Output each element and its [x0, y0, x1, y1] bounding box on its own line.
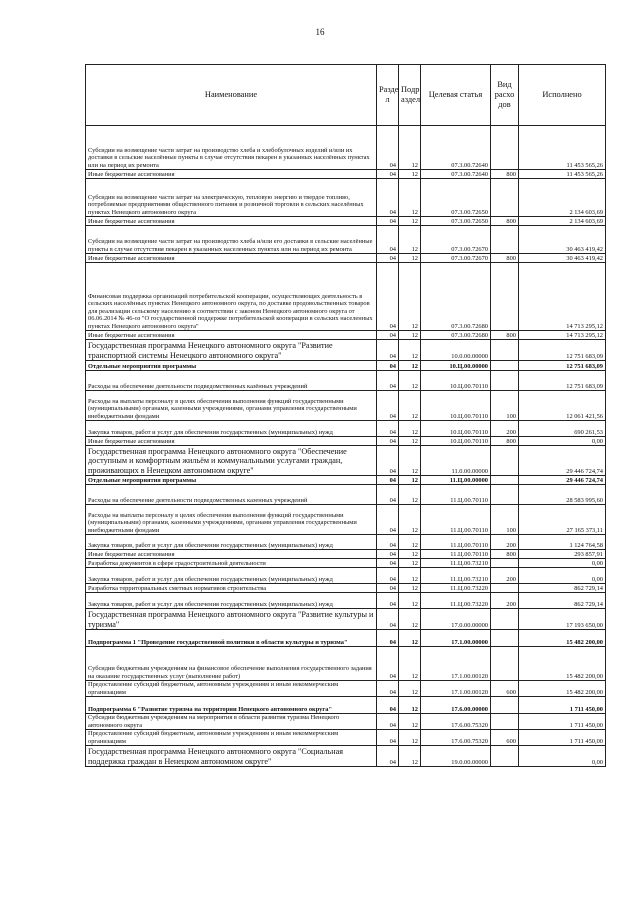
- row-amount: 862 729,14: [519, 593, 606, 609]
- row-amount: 30 463 419,42: [519, 254, 606, 263]
- row-section: 04: [377, 647, 399, 681]
- row-name: Финансовая поддержка организаций потребительской кооперации, осуществляющих деятельность в сельских населённых пунктах Ненецкого автономного округа, по доставке продовольственных товаров для реализации сельскому населению в соответствии с законом Ненецкого автономного округа от 06.06.2014 № 46-оз "О государственной поддержке потребительской кооперации в сельских населенных пунктах Ненецкого автономного округа": [86, 263, 377, 331]
- row-subsection: 12: [399, 584, 421, 593]
- row-name: Субсидии на возмещение части затрат на электрическую, тепловую энергию и твердое топливо, потребляемые предприятиями общественного питания и розничной торговли в сельских населённых пунктах Ненецкого автономного округа: [86, 179, 377, 217]
- header-expense-type: Вид расхо дов: [491, 65, 519, 126]
- row-name: Предоставление субсидий бюджетным, автономным учреждениям и иным некоммерческим организациям: [86, 681, 377, 697]
- row-subsection: 12: [399, 126, 421, 170]
- row-name: Субсидии бюджетным учреждениям на мероприятия в области развития туризма Ненецкого автономного округа: [86, 714, 377, 730]
- row-target: 07.3.00.72670: [421, 226, 491, 254]
- row-subsection: 12: [399, 714, 421, 730]
- row-section: 04: [377, 609, 399, 630]
- row-target: 07.3.00.72650: [421, 217, 491, 226]
- row-amount: 0,00: [519, 568, 606, 584]
- row-expense-type: [491, 584, 519, 593]
- row-amount: 15 482 200,00: [519, 647, 606, 681]
- header-subsection: Подр аздел: [399, 65, 421, 126]
- row-section: 04: [377, 593, 399, 609]
- row-target: 11.Ц.00.70110: [421, 550, 491, 559]
- row-amount: 1 711 450,00: [519, 730, 606, 746]
- row-subsection: 12: [399, 226, 421, 254]
- row-target: 11.Ц.00.73210: [421, 559, 491, 568]
- table-row: [86, 476, 606, 485]
- budget-table: [85, 64, 606, 767]
- row-section: 04: [377, 126, 399, 170]
- row-subsection: 12: [399, 340, 421, 361]
- row-target: 07.3.00.72640: [421, 126, 491, 170]
- row-section: 04: [377, 550, 399, 559]
- row-amount: 0,00: [519, 559, 606, 568]
- row-name: Закупка товаров, работ и услуг для обеспечения государственных (муниципальных) нужд: [86, 535, 377, 550]
- row-name: Иные бюджетные ассигнования: [86, 254, 377, 263]
- row-amount: 14 713 295,12: [519, 331, 606, 340]
- row-expense-type: 100: [491, 391, 519, 421]
- row-subsection: 12: [399, 485, 421, 505]
- row-subsection: 12: [399, 559, 421, 568]
- row-target: 07.3.00.72680: [421, 331, 491, 340]
- row-expense-type: [491, 697, 519, 714]
- row-amount: 12 061 421,56: [519, 391, 606, 421]
- table-header-row: [86, 65, 606, 126]
- table-row: [86, 446, 606, 476]
- table-row: [86, 681, 606, 697]
- table-row: [86, 647, 606, 681]
- table-row: [86, 568, 606, 584]
- row-subsection: 12: [399, 550, 421, 559]
- row-expense-type: [491, 361, 519, 371]
- row-amount: 1 711 450,00: [519, 714, 606, 730]
- row-amount: 1 124 764,58: [519, 535, 606, 550]
- row-amount: 293 857,91: [519, 550, 606, 559]
- row-name: Расходы на выплаты персоналу в целях обеспечения выполнения функций государственными (муниципальными) органами, казенными учреждениями, органами управления государственными внебюджетными фондами: [86, 391, 377, 421]
- table-row: [86, 630, 606, 647]
- row-expense-type: 800: [491, 550, 519, 559]
- row-target: 10.0.00.00000: [421, 340, 491, 361]
- row-name: Государственная программа Ненецкого автономного округа "Развитие транспортной системы Ненецкого автономного округа": [86, 340, 377, 361]
- row-amount: 2 134 603,69: [519, 217, 606, 226]
- row-section: 04: [377, 746, 399, 767]
- row-subsection: 12: [399, 217, 421, 226]
- row-name: Государственная программа Ненецкого автономного округа "Развитие культуры и туризма": [86, 609, 377, 630]
- table-row: [86, 421, 606, 437]
- row-target: 11.0.00.00000: [421, 446, 491, 476]
- row-subsection: 12: [399, 331, 421, 340]
- row-name: Подпрограмма 6 "Развитие туризма на территории Ненецкого автономного округа": [86, 697, 377, 714]
- table-row: [86, 361, 606, 371]
- row-name: Иные бюджетные ассигнования: [86, 550, 377, 559]
- row-target: 10.Ц.00.00000: [421, 361, 491, 371]
- table-row: [86, 391, 606, 421]
- row-section: 04: [377, 217, 399, 226]
- row-target: 07.3.00.72680: [421, 263, 491, 331]
- row-expense-type: 800: [491, 331, 519, 340]
- row-subsection: 12: [399, 391, 421, 421]
- row-subsection: 12: [399, 697, 421, 714]
- row-subsection: 12: [399, 505, 421, 535]
- row-subsection: 12: [399, 179, 421, 217]
- row-name: Предоставление субсидий бюджетным, автономным учреждениям и иным некоммерческим организациям: [86, 730, 377, 746]
- row-subsection: 12: [399, 730, 421, 746]
- row-expense-type: 200: [491, 568, 519, 584]
- row-target: 19.0.00.00000: [421, 746, 491, 767]
- row-subsection: 12: [399, 437, 421, 446]
- row-expense-type: 800: [491, 170, 519, 179]
- table-row: [86, 593, 606, 609]
- row-section: 04: [377, 697, 399, 714]
- row-amount: 690 261,53: [519, 421, 606, 437]
- table-row: [86, 217, 606, 226]
- table-row: [86, 584, 606, 593]
- row-section: 04: [377, 254, 399, 263]
- row-section: 04: [377, 535, 399, 550]
- row-amount: 1 711 450,00: [519, 697, 606, 714]
- row-target: 10.Ц.00.70110: [421, 371, 491, 391]
- row-name: Иные бюджетные ассигнования: [86, 217, 377, 226]
- row-name: Разработка территориальных сметных нормативов строительства: [86, 584, 377, 593]
- table-row: [86, 170, 606, 179]
- row-name: Субсидии на возмещение части затрат на производство хлеба и хлебобулочных изделий и/или их доставки в сельские населённые пункты в случае отсутствия пекарен в указанных населённых пунктах или на период их ремонта: [86, 126, 377, 170]
- row-name: Закупка товаров, работ и услуг для обеспечения государственных (муниципальных) нужд: [86, 568, 377, 584]
- row-amount: 862 729,14: [519, 584, 606, 593]
- row-target: 11.Ц.00.00000: [421, 476, 491, 485]
- row-section: 04: [377, 730, 399, 746]
- row-name: Отдельные мероприятия программы: [86, 476, 377, 485]
- row-expense-type: [491, 559, 519, 568]
- row-amount: 28 583 995,60: [519, 485, 606, 505]
- table-row: [86, 730, 606, 746]
- row-expense-type: 600: [491, 730, 519, 746]
- row-amount: 12 751 683,09: [519, 371, 606, 391]
- row-name: Отдельные мероприятия программы: [86, 361, 377, 371]
- row-expense-type: 800: [491, 254, 519, 263]
- row-subsection: 12: [399, 421, 421, 437]
- row-amount: 15 482 200,00: [519, 630, 606, 647]
- row-amount: 12 751 683,09: [519, 340, 606, 361]
- row-expense-type: [491, 647, 519, 681]
- row-section: 04: [377, 179, 399, 217]
- row-target: 17.1.00.00000: [421, 630, 491, 647]
- row-name: Государственная программа Ненецкого автономного округа "Социальная поддержка граждан в Ненецком автономном округе": [86, 746, 377, 767]
- row-expense-type: 200: [491, 421, 519, 437]
- row-target: 17.0.00.00000: [421, 609, 491, 630]
- row-expense-type: [491, 630, 519, 647]
- row-amount: 17 193 650,00: [519, 609, 606, 630]
- row-expense-type: 200: [491, 535, 519, 550]
- row-target: 07.3.00.72670: [421, 254, 491, 263]
- row-expense-type: [491, 179, 519, 217]
- page-number: 16: [315, 27, 325, 37]
- row-target: 11.Ц.00.70110: [421, 505, 491, 535]
- row-expense-type: [491, 263, 519, 331]
- row-expense-type: 800: [491, 437, 519, 446]
- row-amount: 29 446 724,74: [519, 446, 606, 476]
- row-name: Расходы на обеспечение деятельности подведомственных казённых учреждений: [86, 371, 377, 391]
- row-section: 04: [377, 505, 399, 535]
- row-section: 04: [377, 391, 399, 421]
- row-name: Подпрограмма 1 "Проведение государственной политики в области культуры и туризма": [86, 630, 377, 647]
- row-subsection: 12: [399, 630, 421, 647]
- row-target: 11.Ц.00.70110: [421, 535, 491, 550]
- row-subsection: 12: [399, 170, 421, 179]
- row-target: 17.1.00.00120: [421, 681, 491, 697]
- row-expense-type: [491, 340, 519, 361]
- table-row: [86, 340, 606, 361]
- row-name: Государственная программа Ненецкого автономного округа "Обеспечение доступным и комфортным жильём и коммунальными услугами граждан, проживающих в Ненецком автономном округе": [86, 446, 377, 476]
- row-subsection: 12: [399, 361, 421, 371]
- header-target: Целевая статья: [421, 65, 491, 126]
- row-name: Закупка товаров, работ и услуг для обеспечения государственных (муниципальных) нужд: [86, 421, 377, 437]
- row-subsection: 12: [399, 681, 421, 697]
- row-section: 04: [377, 476, 399, 485]
- row-expense-type: 100: [491, 505, 519, 535]
- row-subsection: 12: [399, 609, 421, 630]
- row-subsection: 12: [399, 647, 421, 681]
- table-row: [86, 550, 606, 559]
- row-section: 04: [377, 361, 399, 371]
- row-amount: 30 463 419,42: [519, 226, 606, 254]
- row-target: 11.Ц.00.70110: [421, 485, 491, 505]
- row-amount: 0,00: [519, 437, 606, 446]
- row-name: Разработка документов в сфере градостроительной деятельности: [86, 559, 377, 568]
- table-row: [86, 535, 606, 550]
- header-executed: Исполнено: [519, 65, 606, 126]
- row-amount: 29 446 724,74: [519, 476, 606, 485]
- table-row: [86, 746, 606, 767]
- row-name: Расходы на обеспечение деятельности подведомственных казенных учреждений: [86, 485, 377, 505]
- row-expense-type: [491, 476, 519, 485]
- row-subsection: 12: [399, 746, 421, 767]
- row-name: Субсидии бюджетным учреждениям на финансовое обеспечение выполнения государственного задания на оказание государственных услуг (выполнение работ): [86, 647, 377, 681]
- row-amount: 12 751 683,09: [519, 361, 606, 371]
- row-amount: 14 713 295,12: [519, 263, 606, 331]
- row-amount: 0,00: [519, 746, 606, 767]
- table-row: [86, 126, 606, 170]
- row-expense-type: 600: [491, 681, 519, 697]
- table-row: [86, 263, 606, 331]
- row-subsection: 12: [399, 476, 421, 485]
- row-section: 04: [377, 485, 399, 505]
- row-expense-type: [491, 714, 519, 730]
- table-row: [86, 371, 606, 391]
- row-section: 04: [377, 371, 399, 391]
- row-subsection: 12: [399, 263, 421, 331]
- header-name: Наименование: [86, 65, 377, 126]
- row-amount: 2 134 603,69: [519, 179, 606, 217]
- row-section: 04: [377, 421, 399, 437]
- row-expense-type: [491, 226, 519, 254]
- table-row: [86, 505, 606, 535]
- row-subsection: 12: [399, 254, 421, 263]
- row-subsection: 12: [399, 535, 421, 550]
- row-section: 04: [377, 170, 399, 179]
- table-row: [86, 179, 606, 217]
- row-amount: 15 482 200,00: [519, 681, 606, 697]
- row-name: Расходы на выплаты персоналу в целях обеспечения выполнения функций государственными (муниципальными) органами, казенными учреждениями, органами управления государственными внебюджетными фондами: [86, 505, 377, 535]
- row-target: 17.6.00.75320: [421, 714, 491, 730]
- row-section: 04: [377, 446, 399, 476]
- row-target: 11.Ц.00.73220: [421, 593, 491, 609]
- row-name: Субсидии на возмещение части затрат на производство хлеба и/или его доставки в сельские населённые пункты в случае отсутствия пекарен в указанных населенных пунктах или на период их ремонта: [86, 226, 377, 254]
- row-section: 04: [377, 331, 399, 340]
- row-section: 04: [377, 263, 399, 331]
- row-amount: 11 453 565,26: [519, 126, 606, 170]
- row-expense-type: [491, 746, 519, 767]
- row-target: 17.6.00.00000: [421, 697, 491, 714]
- table-row: [86, 559, 606, 568]
- header-section: Разде л: [377, 65, 399, 126]
- table-row: [86, 485, 606, 505]
- row-target: 10.Ц.00.70110: [421, 421, 491, 437]
- table-row: [86, 697, 606, 714]
- row-section: 04: [377, 681, 399, 697]
- row-expense-type: [491, 371, 519, 391]
- row-target: 07.3.00.72650: [421, 179, 491, 217]
- row-expense-type: [491, 609, 519, 630]
- table-body: [86, 126, 606, 767]
- row-name: Иные бюджетные ассигнования: [86, 331, 377, 340]
- row-target: 17.1.00.00120: [421, 647, 491, 681]
- row-target: 10.Ц.00.70110: [421, 437, 491, 446]
- row-section: 04: [377, 568, 399, 584]
- row-section: 04: [377, 584, 399, 593]
- row-section: 04: [377, 559, 399, 568]
- row-section: 04: [377, 437, 399, 446]
- table-row: [86, 609, 606, 630]
- row-target: 11.Ц.00.73220: [421, 584, 491, 593]
- row-subsection: 12: [399, 446, 421, 476]
- row-name: Закупка товаров, работ и услуг для обеспечения государственных (муниципальных) нужд: [86, 593, 377, 609]
- row-section: 04: [377, 340, 399, 361]
- table-row: [86, 714, 606, 730]
- table-row: [86, 254, 606, 263]
- row-expense-type: [491, 126, 519, 170]
- row-target: 11.Ц.00.73210: [421, 568, 491, 584]
- row-subsection: 12: [399, 371, 421, 391]
- row-section: 04: [377, 226, 399, 254]
- table-row: [86, 226, 606, 254]
- row-name: Иные бюджетные ассигнования: [86, 437, 377, 446]
- row-subsection: 12: [399, 568, 421, 584]
- row-expense-type: [491, 485, 519, 505]
- table-row: [86, 331, 606, 340]
- row-amount: 11 453 565,26: [519, 170, 606, 179]
- row-name: Иные бюджетные ассигнования: [86, 170, 377, 179]
- row-section: 04: [377, 714, 399, 730]
- row-section: 04: [377, 630, 399, 647]
- row-amount: 27 165 373,11: [519, 505, 606, 535]
- row-target: 10.Ц.00.70110: [421, 391, 491, 421]
- table-row: [86, 437, 606, 446]
- row-target: 07.3.00.72640: [421, 170, 491, 179]
- row-subsection: 12: [399, 593, 421, 609]
- row-expense-type: [491, 446, 519, 476]
- row-expense-type: 200: [491, 593, 519, 609]
- row-target: 17.6.00.75320: [421, 730, 491, 746]
- row-expense-type: 800: [491, 217, 519, 226]
